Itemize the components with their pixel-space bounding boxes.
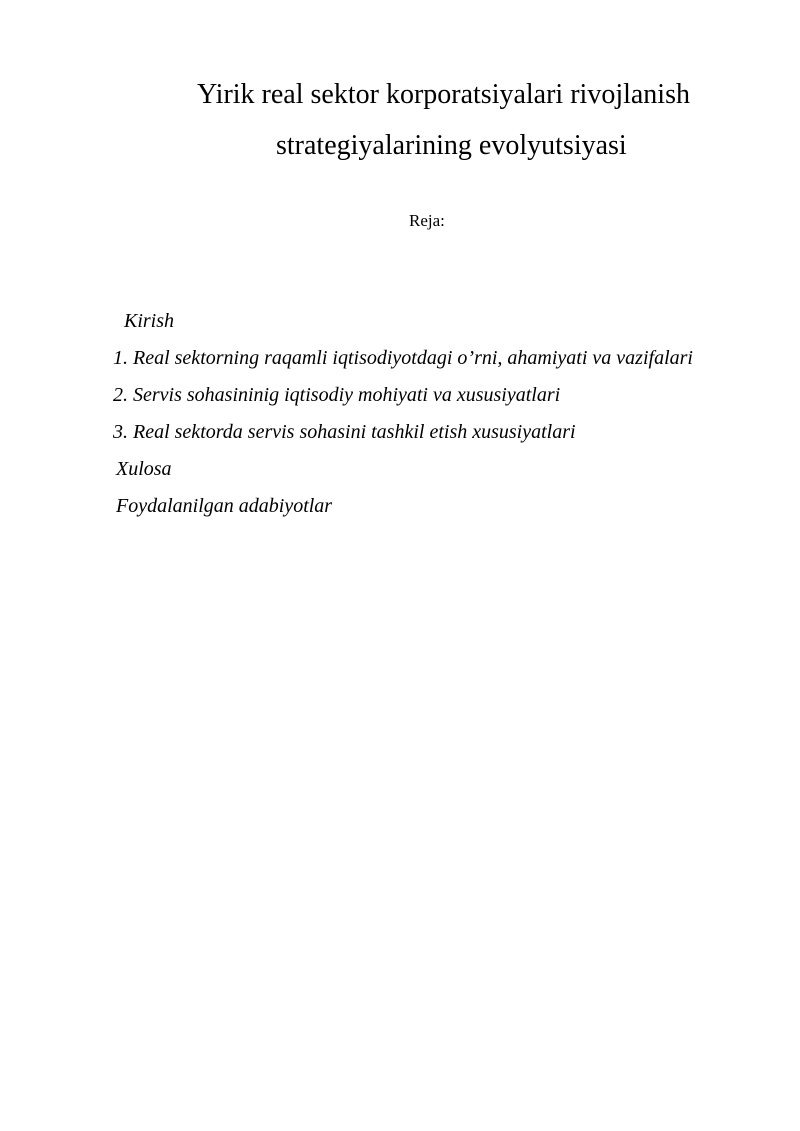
toc-item-section-3: 3. Real sektorda servis sohasini tashkil etish xususiyatlari <box>113 421 576 443</box>
toc-item-references: Foydalanilgan adabiyotlar <box>116 495 333 517</box>
toc-item-introduction: Kirish <box>124 310 175 332</box>
document-title-line-2: strategiyalarining evolyutsiyasi <box>276 130 627 161</box>
toc-item-conclusion: Xulosa <box>116 458 172 480</box>
plan-heading: Reja: <box>409 211 445 230</box>
toc-item-section-2: 2. Servis sohasininig iqtisodiy mohiyati va xususiyatlari <box>113 384 561 406</box>
document-title-line-1: Yirik real sektor korporatsiyalari rivojlanish <box>197 79 690 110</box>
toc-item-section-1: 1. Real sektorning raqamli iqtisodiyotdagi o’rni, ahamiyati va vazifalari <box>113 347 693 369</box>
